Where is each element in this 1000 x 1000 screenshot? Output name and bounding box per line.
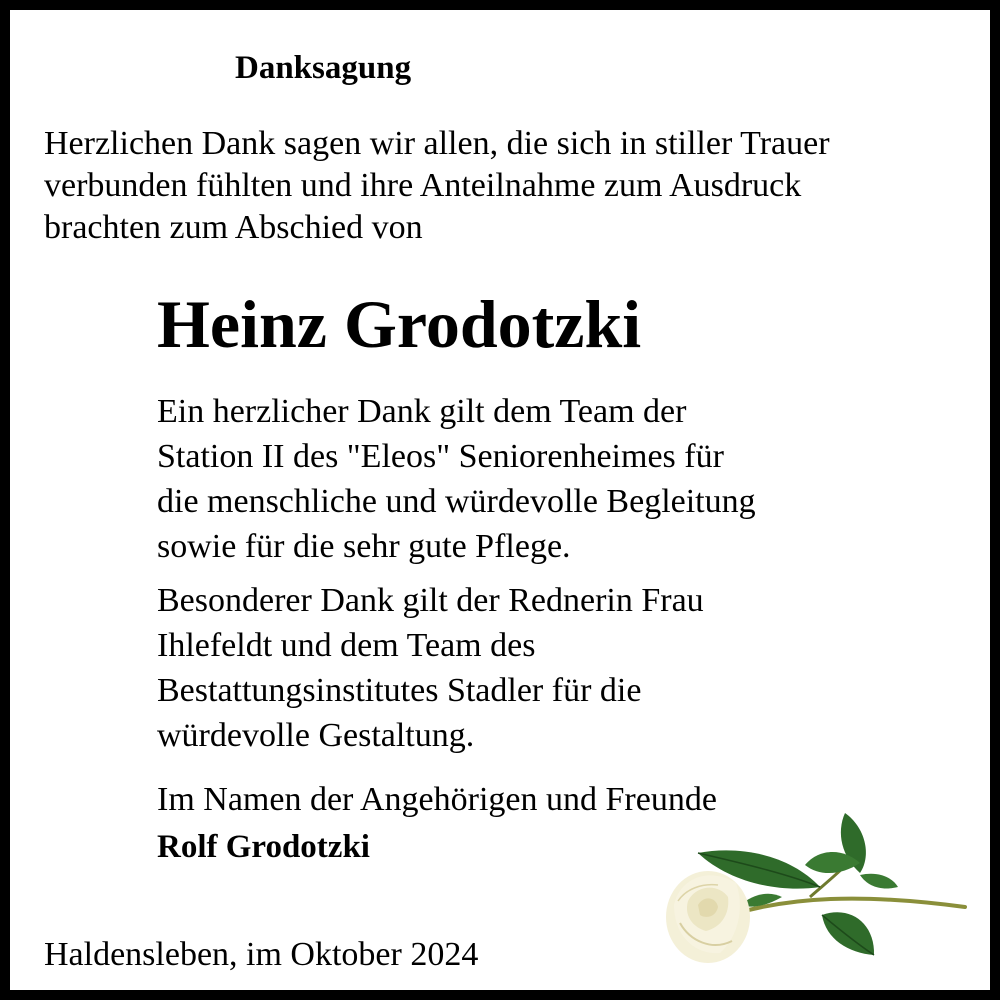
closing-text: Im Namen der Angehörigen und Freunde xyxy=(157,781,717,818)
white-rose-icon xyxy=(660,805,970,975)
intro-text xyxy=(44,123,830,249)
paragraph-line: die menschliche und würdevolle Begleitung xyxy=(157,483,756,520)
paragraph-line: Station II des "Eleos" Seniorenheimes für xyxy=(157,438,724,475)
paragraph-line: sowie für die sehr gute Pflege. xyxy=(157,528,571,565)
thanks-paragraph-funeral xyxy=(157,578,704,758)
intro-line: verbunden fühlten und ihre Anteilnahme zum Ausdruck xyxy=(44,167,802,204)
place-date: Haldensleben, im Oktober 2024 xyxy=(44,936,479,973)
deceased-name: Heinz Grodotzki xyxy=(157,286,642,362)
signer-name: Rolf Grodotzki xyxy=(157,829,370,865)
thanks-paragraph-care xyxy=(157,389,756,569)
paragraph-line: Bestattungsinstitutes Stadler für die xyxy=(157,672,642,709)
paragraph-line: Besonderer Dank gilt der Rednerin Frau xyxy=(157,582,704,619)
paragraph-line: würdevolle Gestaltung. xyxy=(157,717,475,754)
intro-line: brachten zum Abschied von xyxy=(44,209,423,246)
intro-line: Herzlichen Dank sagen wir allen, die sich in stiller Trauer xyxy=(44,125,830,162)
paragraph-line: Ein herzlicher Dank gilt dem Team der xyxy=(157,393,687,430)
notice-heading: Danksagung xyxy=(235,50,412,86)
paragraph-line: Ihlefeldt und dem Team des xyxy=(157,627,536,664)
